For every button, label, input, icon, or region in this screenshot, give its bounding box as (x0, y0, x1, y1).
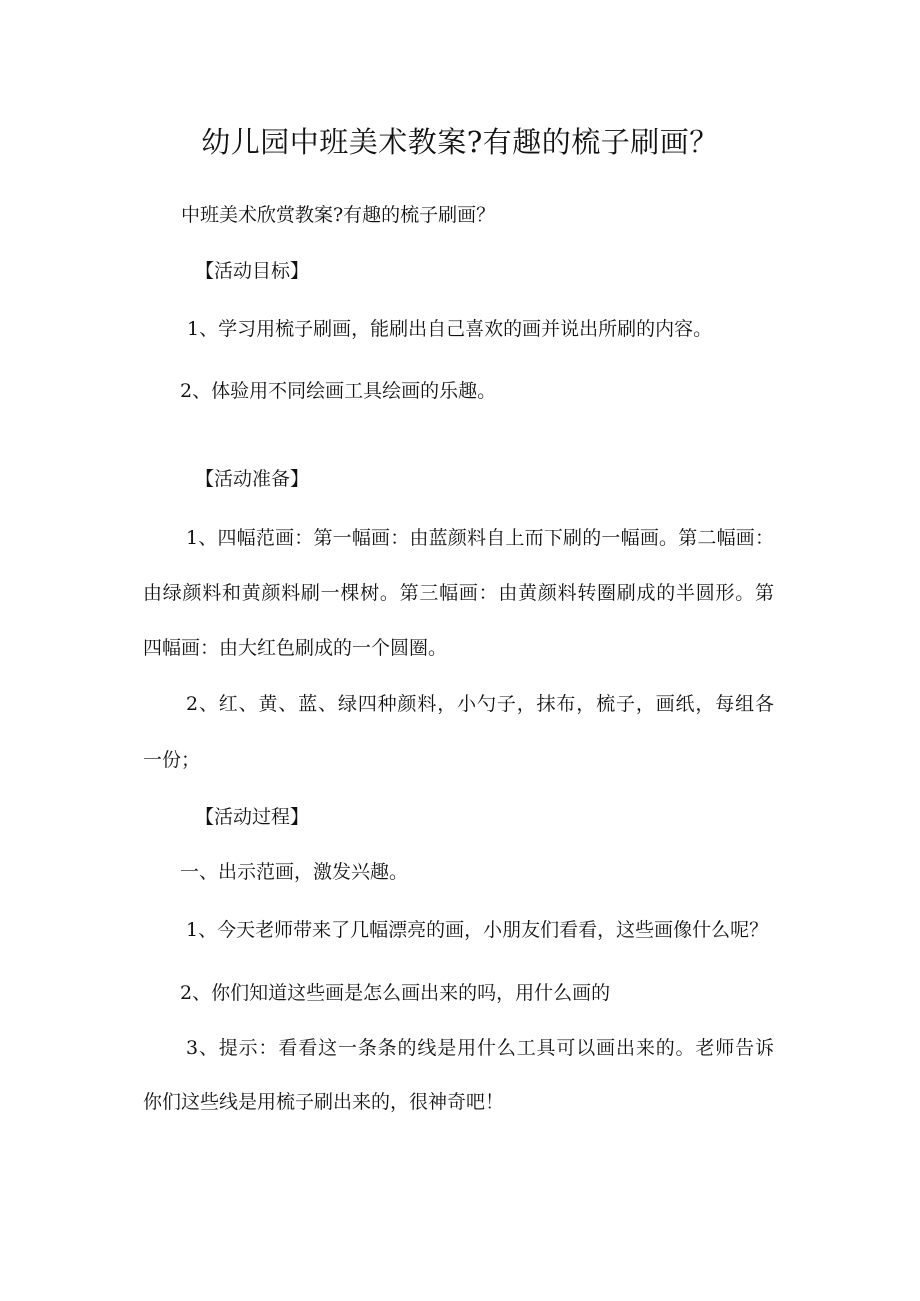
step-1-3-line-1: 3、提示：看看这一条条的线是用什么工具可以画出来的。老师告诉 (186, 1037, 774, 1059)
step-1-1: 1、今天老师带来了几幅漂亮的画，小朋友们看看，这些画像什么呢？ (186, 919, 769, 941)
document-title: 幼儿园中班美术教案?有趣的梳子刷画？ (201, 125, 719, 159)
goal-2: 2、体验用不同绘画工具绘画的乐趣。 (180, 380, 497, 402)
document-subtitle: 中班美术欣赏教案?有趣的梳子刷画？ (181, 204, 496, 226)
prep-2-line-2: 一份； (143, 749, 201, 771)
prep-2-line-1: 2、红、黄、蓝、绿四种颜料，小勺子，抹布，梳子，画纸，每组各 (186, 693, 774, 715)
prep-1-line-1: 1、四幅范画：第一幅画：由蓝颜料自上而下刷的一幅画。第二幅画： (186, 527, 774, 549)
step-1-3-line-2: 你们这些线是用梳子刷出来的，很神奇吧！ (143, 1091, 505, 1113)
prep-1-line-3: 四幅画：由大红色刷成的一个圆圈。 (143, 637, 448, 659)
prep-heading: 【活动准备】 (195, 468, 310, 490)
prep-1-line-2: 由绿颜料和黄颜料刷一棵树。第三幅画：由黄颜料转圈刷成的半圆形。第 (143, 582, 774, 604)
goals-heading: 【活动目标】 (195, 260, 310, 282)
step-1-2: 2、你们知道这些画是怎么画出来的吗，用什么画的 (180, 982, 611, 1004)
process-heading: 【活动过程】 (195, 806, 310, 828)
goal-1: 1、学习用梳子刷画，能刷出自己喜欢的画并说出所刷的内容。 (187, 318, 713, 340)
step-1: 一、出示范画，激发兴趣。 (180, 861, 409, 883)
